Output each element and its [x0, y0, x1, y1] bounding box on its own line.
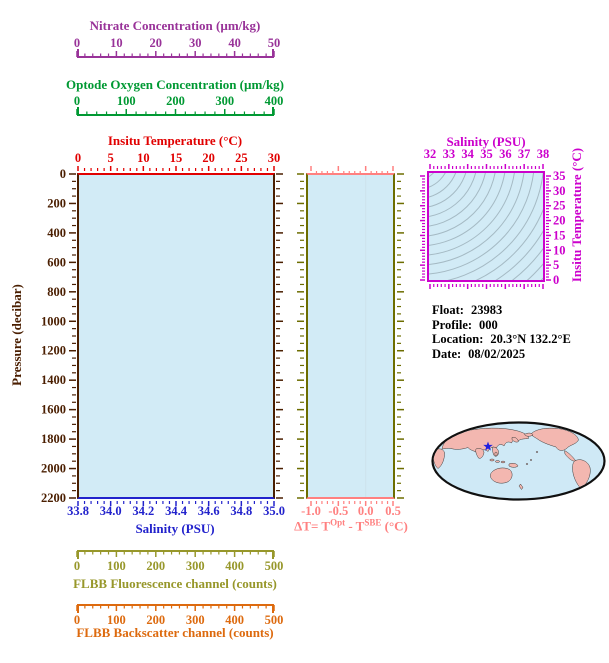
svg-text:100: 100	[107, 613, 126, 627]
svg-text:37: 37	[517, 147, 531, 161]
axis-oxygen	[74, 94, 284, 115]
svg-text:35: 35	[480, 147, 493, 161]
axis-ts-salinity-bottom	[430, 284, 543, 289]
svg-text:1400: 1400	[41, 373, 66, 388]
nitrate-axis-title: Nitrate Concentration (µm/kg)	[89, 18, 261, 33]
axis-pressure-left	[41, 167, 76, 505]
svg-text:35.0: 35.0	[263, 504, 285, 518]
ts-density-contours	[226, 0, 609, 351]
svg-text:600: 600	[47, 255, 66, 270]
svg-text:34.2: 34.2	[132, 504, 155, 518]
svg-text:25: 25	[235, 151, 248, 165]
svg-text:0: 0	[553, 273, 560, 287]
svg-text:5: 5	[553, 258, 560, 273]
svg-text:500: 500	[264, 559, 284, 573]
map-indonesia-island	[501, 461, 505, 463]
axis-mid-pressure-right	[397, 174, 404, 498]
svg-text:34.6: 34.6	[197, 504, 220, 518]
svg-text:100: 100	[116, 94, 136, 108]
backscatter-axis-title: FLBB Backscatter channel (counts)	[76, 625, 274, 640]
delta-t-title-prefix: ΔT= T	[294, 518, 331, 534]
svg-text:-0.5: -0.5	[328, 504, 349, 518]
svg-text:34.0: 34.0	[99, 504, 122, 518]
axis-fluorescence	[74, 551, 284, 573]
svg-text:500: 500	[264, 613, 284, 627]
svg-text:1000: 1000	[41, 314, 66, 329]
svg-text:0.0: 0.0	[357, 504, 374, 518]
svg-text:1600: 1600	[41, 402, 66, 417]
map-pacific-island	[530, 459, 532, 460]
svg-text:34.8: 34.8	[230, 504, 253, 518]
map-pacific-island	[526, 463, 528, 464]
svg-text:25: 25	[553, 198, 566, 213]
location-value: 20.3°N 132.2°E	[490, 332, 571, 347]
svg-text:33.8: 33.8	[67, 504, 89, 518]
svg-text:200: 200	[166, 94, 185, 108]
svg-text:34.4: 34.4	[165, 504, 187, 518]
svg-text:400: 400	[47, 225, 66, 240]
metadata-profile-line	[432, 318, 571, 333]
svg-text:20: 20	[202, 151, 215, 165]
svg-text:300: 300	[185, 613, 205, 627]
svg-text:1200: 1200	[41, 343, 66, 358]
svg-text:30: 30	[188, 36, 202, 50]
svg-text:400: 400	[225, 613, 244, 627]
metadata-date-line	[432, 347, 571, 362]
svg-text:10: 10	[110, 36, 123, 50]
oxygen-axis-title: Optode Oxygen Concentration (µm/kg)	[65, 77, 285, 92]
svg-text:38: 38	[536, 147, 550, 161]
svg-text:40: 40	[228, 36, 241, 50]
axis-nitrate	[74, 36, 280, 57]
svg-text:0.5: 0.5	[385, 504, 401, 518]
ts-diagram-panel	[427, 171, 545, 282]
svg-text:2200: 2200	[41, 491, 66, 505]
svg-text:5: 5	[107, 151, 114, 165]
svg-text:-1.0: -1.0	[301, 504, 321, 518]
svg-text:15: 15	[169, 151, 183, 165]
axis-temperature-top	[75, 151, 280, 171]
svg-text:400: 400	[225, 559, 244, 573]
axis-backscatter	[74, 605, 284, 627]
date-value: 08/02/2025	[468, 346, 526, 361]
svg-text:20: 20	[553, 213, 566, 228]
ts-salinity-axis-title: Salinity (PSU)	[446, 134, 526, 149]
svg-text:32: 32	[423, 147, 437, 161]
svg-text:30: 30	[553, 183, 566, 198]
svg-text:800: 800	[47, 284, 66, 299]
axis-ts-salinity-top	[424, 147, 550, 169]
metadata-float-line	[432, 303, 571, 318]
svg-text:1800: 1800	[41, 432, 66, 447]
ts-temperature-axis-title: Insitu Temperature (°C)	[569, 147, 584, 283]
world-map-inset	[430, 421, 608, 503]
temperature-axis-title: Insitu Temperature (°C)	[107, 133, 243, 148]
axis-mid-pressure-left	[297, 174, 304, 498]
delta-t-title-sup-sbe: SBE	[364, 517, 382, 528]
svg-text:300: 300	[185, 559, 205, 573]
map-philippines	[495, 452, 497, 456]
axis-pressure-right	[276, 174, 283, 498]
map-pacific-island	[536, 451, 538, 452]
date-label: Date:	[432, 346, 462, 361]
svg-text:0: 0	[73, 613, 81, 627]
svg-text:200: 200	[47, 196, 66, 211]
delta-t-plot-panel	[306, 173, 395, 499]
svg-text:34: 34	[461, 147, 474, 161]
svg-text:15: 15	[553, 228, 566, 243]
salinity-axis-title: Salinity (PSU)	[135, 521, 215, 536]
svg-text:400: 400	[264, 94, 284, 108]
svg-text:35: 35	[553, 169, 566, 183]
svg-text:33: 33	[442, 147, 456, 161]
float-metadata	[432, 303, 571, 361]
axis-salinity-bottom	[67, 501, 285, 518]
svg-text:0: 0	[74, 151, 82, 165]
map-alaska	[525, 433, 534, 436]
delta-t-title-sup-opt: Opt	[330, 517, 346, 528]
profile-plot-panel	[77, 173, 275, 499]
delta-t-axis-title	[294, 517, 408, 534]
pressure-axis-title: Pressure (decibar)	[9, 284, 24, 386]
profile-value: 000	[479, 317, 498, 332]
delta-t-title-mid: - T	[345, 518, 365, 534]
svg-text:100: 100	[107, 559, 126, 573]
svg-text:200: 200	[146, 613, 166, 627]
fluorescence-axis-title: FLBB Fluorescence channel (counts)	[73, 576, 277, 591]
svg-text:0: 0	[59, 167, 66, 181]
location-label: Location:	[432, 332, 484, 347]
svg-text:200: 200	[146, 559, 166, 573]
map-indonesia-island	[495, 461, 499, 463]
float-label: Float:	[432, 303, 464, 317]
svg-text:10: 10	[553, 243, 566, 258]
profile-label: Profile:	[432, 317, 473, 332]
svg-text:0: 0	[73, 36, 81, 50]
svg-text:2000: 2000	[41, 461, 66, 476]
svg-text:300: 300	[215, 94, 235, 108]
svg-text:50: 50	[267, 36, 281, 50]
svg-text:36: 36	[499, 147, 512, 161]
svg-text:10: 10	[137, 151, 150, 165]
svg-text:0: 0	[73, 94, 81, 108]
svg-text:0: 0	[73, 559, 81, 573]
float-value: 23983	[470, 303, 503, 317]
delta-t-title-suffix: (°C)	[381, 518, 408, 534]
map-indonesia-island	[490, 459, 494, 461]
metadata-location-line	[432, 332, 571, 347]
svg-text:20: 20	[149, 36, 163, 50]
svg-text:30: 30	[267, 151, 281, 165]
